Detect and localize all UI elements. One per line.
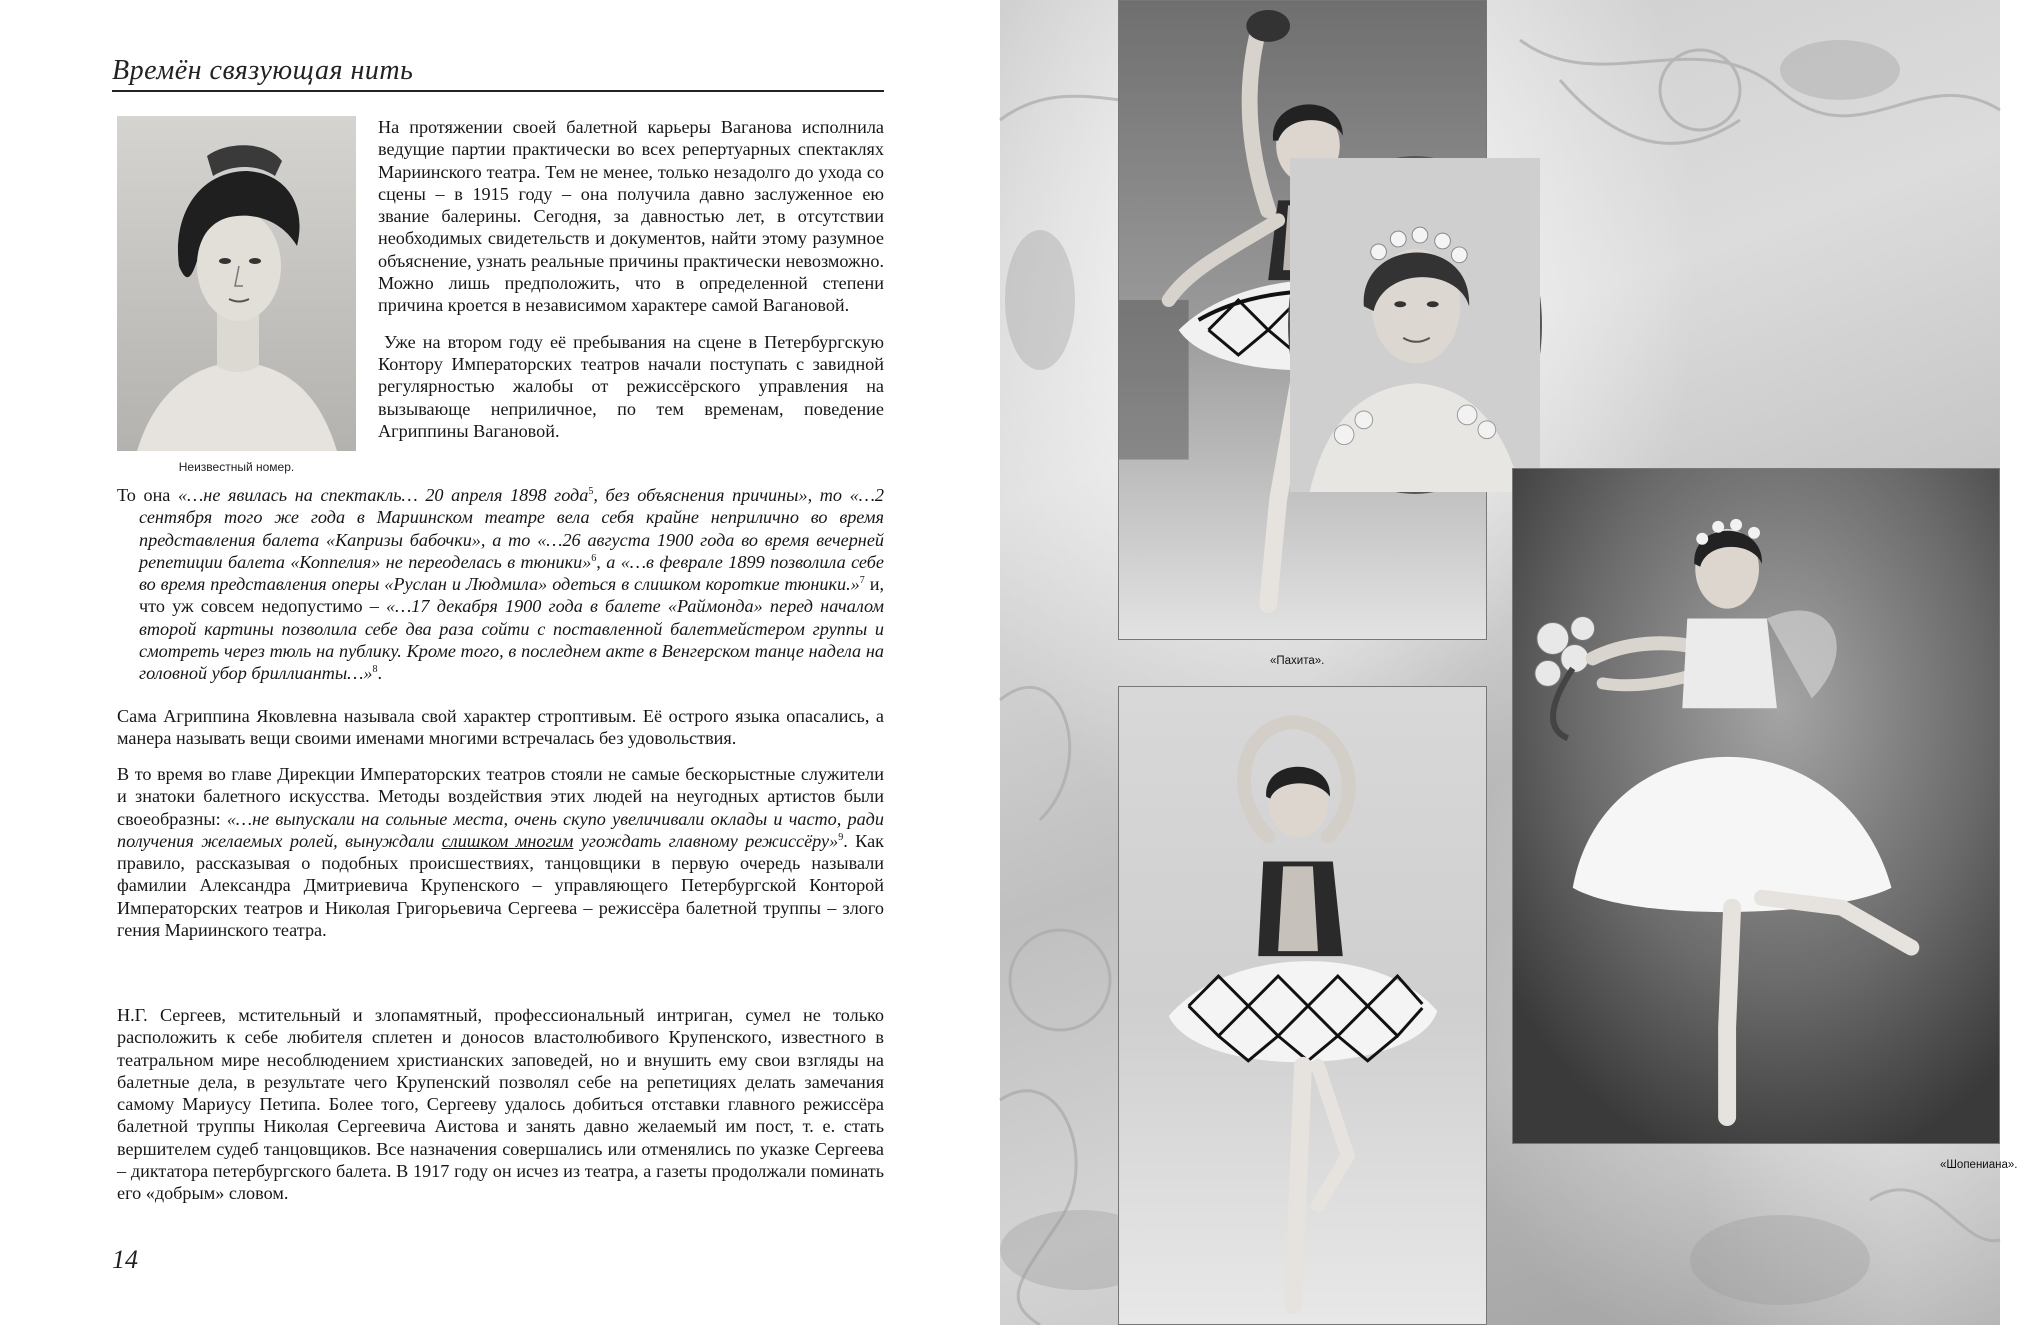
footnote-7: 7 bbox=[859, 575, 865, 587]
paragraph-4-underlined: слишком многим bbox=[441, 830, 574, 851]
left-page bbox=[0, 0, 1000, 1325]
portrait-caption: Неизвестный номер. bbox=[178, 460, 295, 474]
caption-paquita: «Пахита». bbox=[1270, 655, 1325, 667]
paragraph-4 bbox=[117, 763, 884, 941]
quote-lead: То она bbox=[117, 485, 179, 505]
photo-oval-portrait bbox=[1288, 156, 1542, 494]
footnote-8: 8 bbox=[372, 664, 378, 676]
quote-end: . bbox=[377, 663, 383, 684]
quote-part-1b: , без объяснения причины», то «…2 сентября того же года в Мариинском театре вела себя крайне неприлично во время представления балета «Капризы бабочки», а то «…26 августа 1900 года во время вечерней репетиции балета «Коппелия» не переоделась в тюники» bbox=[139, 485, 884, 572]
quote-text bbox=[117, 484, 884, 685]
right-page bbox=[1000, 0, 2017, 1325]
paragraph-4-quote: «…не выпускали на сольные места, очень скупо увеличивали оклады и часто, ради получения желаемых ролей, вынуждали bbox=[117, 808, 884, 851]
paragraph-4-quote-2: угождать главному режиссёру» bbox=[573, 830, 839, 851]
paragraph-4-b: . Как правило, рассказывая о подобных происшествиях, танцовщики в первую очередь называли фамилии Александра Дмитриевича Крупенского – управляющего Петербургской Конторой Императорских театров и Николая Григорьевича Сергеева – режиссёра балетной труппы – злого гения Мариинского театра. bbox=[117, 830, 884, 941]
running-title: Времён связующая нить bbox=[112, 55, 414, 86]
quote-part-1: «…не явилась на спектакль… 20 апреля 1898 года bbox=[178, 485, 589, 505]
paragraph-4-a: В то время во главе Дирекции Императорских театров стояли не самые бескорыстные служители и знатоки балетного искусства. Методы воздействия этих людей на неугодных артистов были своеобразны: bbox=[117, 764, 884, 829]
paragraph-2: Уже на втором году её пребывания на сцене в Петербургскую Контору Императорских театров начали поступать с завидной регулярностью жалобы от режиссёрского управления на вызывающе неприличное, по тем временам, поведение Агриппины Вагановой. bbox=[378, 331, 884, 441]
paragraph-1: На протяжении своей балетной карьеры Ваганова исполнила ведущие партии практически во всех репертуарных спектаклях Мариинского театра. Тем не менее, только незадолго до ухода со сцены – в 1915 году – она получила давно заслуженное ею звание балерины. Сегодня, за давностью лет, в отсутствии необходимых свидетельств и документов, найти этому разумное объяснение, узнать реальные причины практически невозможно. Можно лишь предположить, что в определенной степени причина кроется в независимом характере самой Вагановой. bbox=[378, 117, 884, 316]
paragraph-3: Сама Агриппина Яковлевна называла свой характер строптивым. Её острого языка опасались, а манера называть вещи своими именами многими встречалась без удовольствия. bbox=[117, 706, 884, 749]
footnote-9: 9 bbox=[838, 831, 844, 843]
footnote-5: 5 bbox=[588, 485, 594, 497]
paragraph-5: Н.Г. Сергеев, мстительный и злопамятный, профессиональный интриган, сумел не только расположить к себе любителя сплетен и доносов властолюбивого Крупенского, известного в театральном мире несоблюдением христианских заповедей, но и внушить ему свои взгляды на балетные дела, в результате чего Крупенский позволял себе на репетициях делать замечания самому Мариусу Петипа. Более того, Сергееву удалось добиться отставки главного режиссёра балетной труппы Николая Сергеевича Аистова и занять давно желаемый им пост, т. е. стать вершителем судеб танцовщиков. Все назначения совершались или отменялись по указке Сергеева – диктатора петербургского балета. В 1917 году он исчез из театра, а газеты продолжали поминать его «добрым» словом. bbox=[117, 1005, 884, 1204]
quote-mid: и, что уж совсем недопустимо – bbox=[139, 574, 885, 617]
intro-text bbox=[378, 116, 884, 456]
oval-portrait-illustration bbox=[1290, 158, 1540, 492]
chopiniana-illustration bbox=[1513, 469, 1999, 1143]
paquita-pose-2-illustration bbox=[1119, 687, 1486, 1324]
photo-paquita-pose-2 bbox=[1118, 686, 1487, 1325]
page-number: 14 bbox=[112, 1245, 138, 1274]
portrait-illustration bbox=[117, 116, 356, 451]
footnote-6: 6 bbox=[591, 552, 597, 564]
header-rule bbox=[112, 90, 884, 92]
portrait-photo bbox=[117, 116, 356, 451]
quote-part-2: , а «…в феврале 1899 позволила себе во время представления оперы «Руслан и Людмила» одеться в слишком короткие тюники.» bbox=[139, 551, 884, 595]
caption-chopiniana: «Шопениана». bbox=[1940, 1159, 2017, 1171]
quote-paragraph bbox=[117, 484, 884, 685]
photo-chopiniana bbox=[1512, 468, 2000, 1144]
quote-part-3: «…17 декабря 1900 года в балете «Раймонда» перед началом второй картины позволила себе два раза сойти с поставленной балетмейстером группы и смотреть через тюль на публику. Кроме того, в последнем акте в Венгерском танце надела на головной убор бриллианты…» bbox=[139, 596, 884, 684]
